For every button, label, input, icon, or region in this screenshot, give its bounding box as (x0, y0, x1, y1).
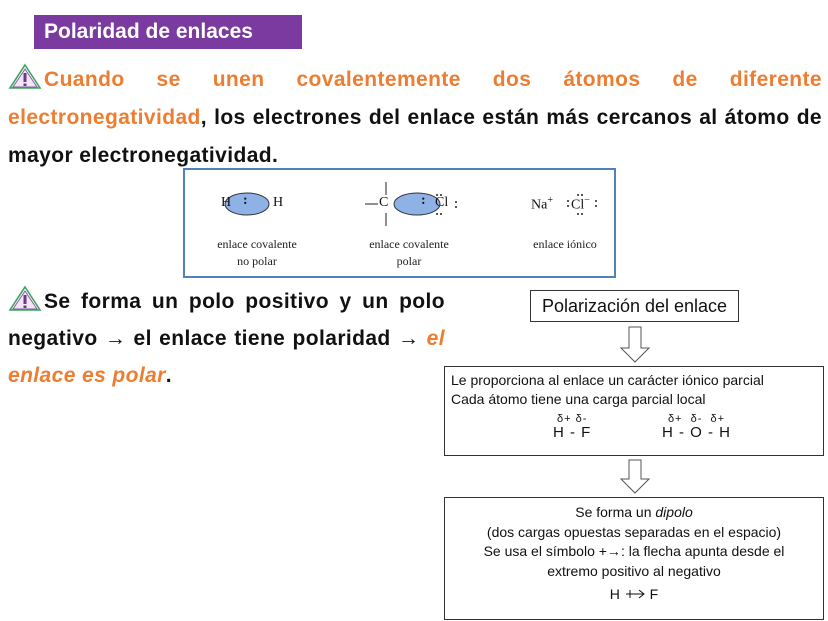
down-arrow-icon (619, 459, 651, 495)
polarity-highlight: el enlace es polar (8, 327, 445, 387)
polarity-end: . (165, 364, 172, 387)
ccl-caption: enlace covalente polar (369, 237, 449, 268)
nacl-cl-atom: Cl− (571, 195, 590, 213)
hoh-formula: δ+ δ- δ+ H - O - H (662, 413, 731, 441)
h2-left-atom: H (221, 195, 232, 210)
ccl-electron-cloud (394, 193, 440, 215)
h2-right-atom: H (273, 195, 284, 210)
h2-caption: enlace covalente no polar (217, 237, 297, 268)
ccl-electrons: : (421, 193, 426, 208)
partial-charge-line2: Cada átomo tiene una carga parcial local (451, 391, 706, 407)
ccl-cl-atom: Cl (435, 195, 449, 210)
nacl-caption: enlace iónico (533, 237, 597, 251)
dipole-line1: Se forma un dipolo (575, 504, 693, 520)
dipole-arrow-icon (624, 588, 646, 600)
hf-formula: δ+ δ- H - F (553, 413, 592, 441)
intro-paragraph (8, 61, 822, 175)
flow-box-dipole (444, 497, 824, 620)
bond-diagram (183, 168, 616, 278)
h2-electrons: : (243, 193, 248, 208)
dipole-symbol: +→ (598, 543, 621, 559)
intro-rest: , los electrones del enlace están más cercanos al átomo de mayor electronegatividad. (8, 106, 822, 167)
polarity-paragraph (8, 283, 445, 394)
intro-highlight: Cuando se unen covalentemente dos átomos de diferente electronegatividad (8, 68, 822, 129)
na-charge: + (547, 195, 553, 206)
dipole-line3: Se usa el símbolo +→: la flecha apunta desde el (483, 543, 785, 559)
ccl-c-atom: C (379, 195, 389, 210)
nacl-na-atom: Na+ (531, 195, 553, 213)
page-title: Polaridad de enlaces (34, 15, 302, 49)
flow-box-polarization: Polarización del enlace (530, 290, 739, 322)
flow-box-partial-charge (444, 366, 824, 456)
warning-icon (8, 285, 42, 312)
warning-icon (8, 63, 42, 90)
cl-charge: − (584, 195, 590, 206)
dipole-line2: (dos cargas opuestas separadas en el espacio) (486, 523, 782, 540)
polarity-text: Se forma un polo positivo y un polo negativo → el enlace tiene polaridad → (8, 290, 445, 350)
dipole-line4: extremo positivo al negativo (547, 562, 721, 579)
dipole-example: H F (609, 586, 659, 602)
partial-charge-line1: Le proporciona al enlace un carácter iónico parcial (451, 372, 764, 388)
down-arrow-icon (619, 326, 651, 364)
